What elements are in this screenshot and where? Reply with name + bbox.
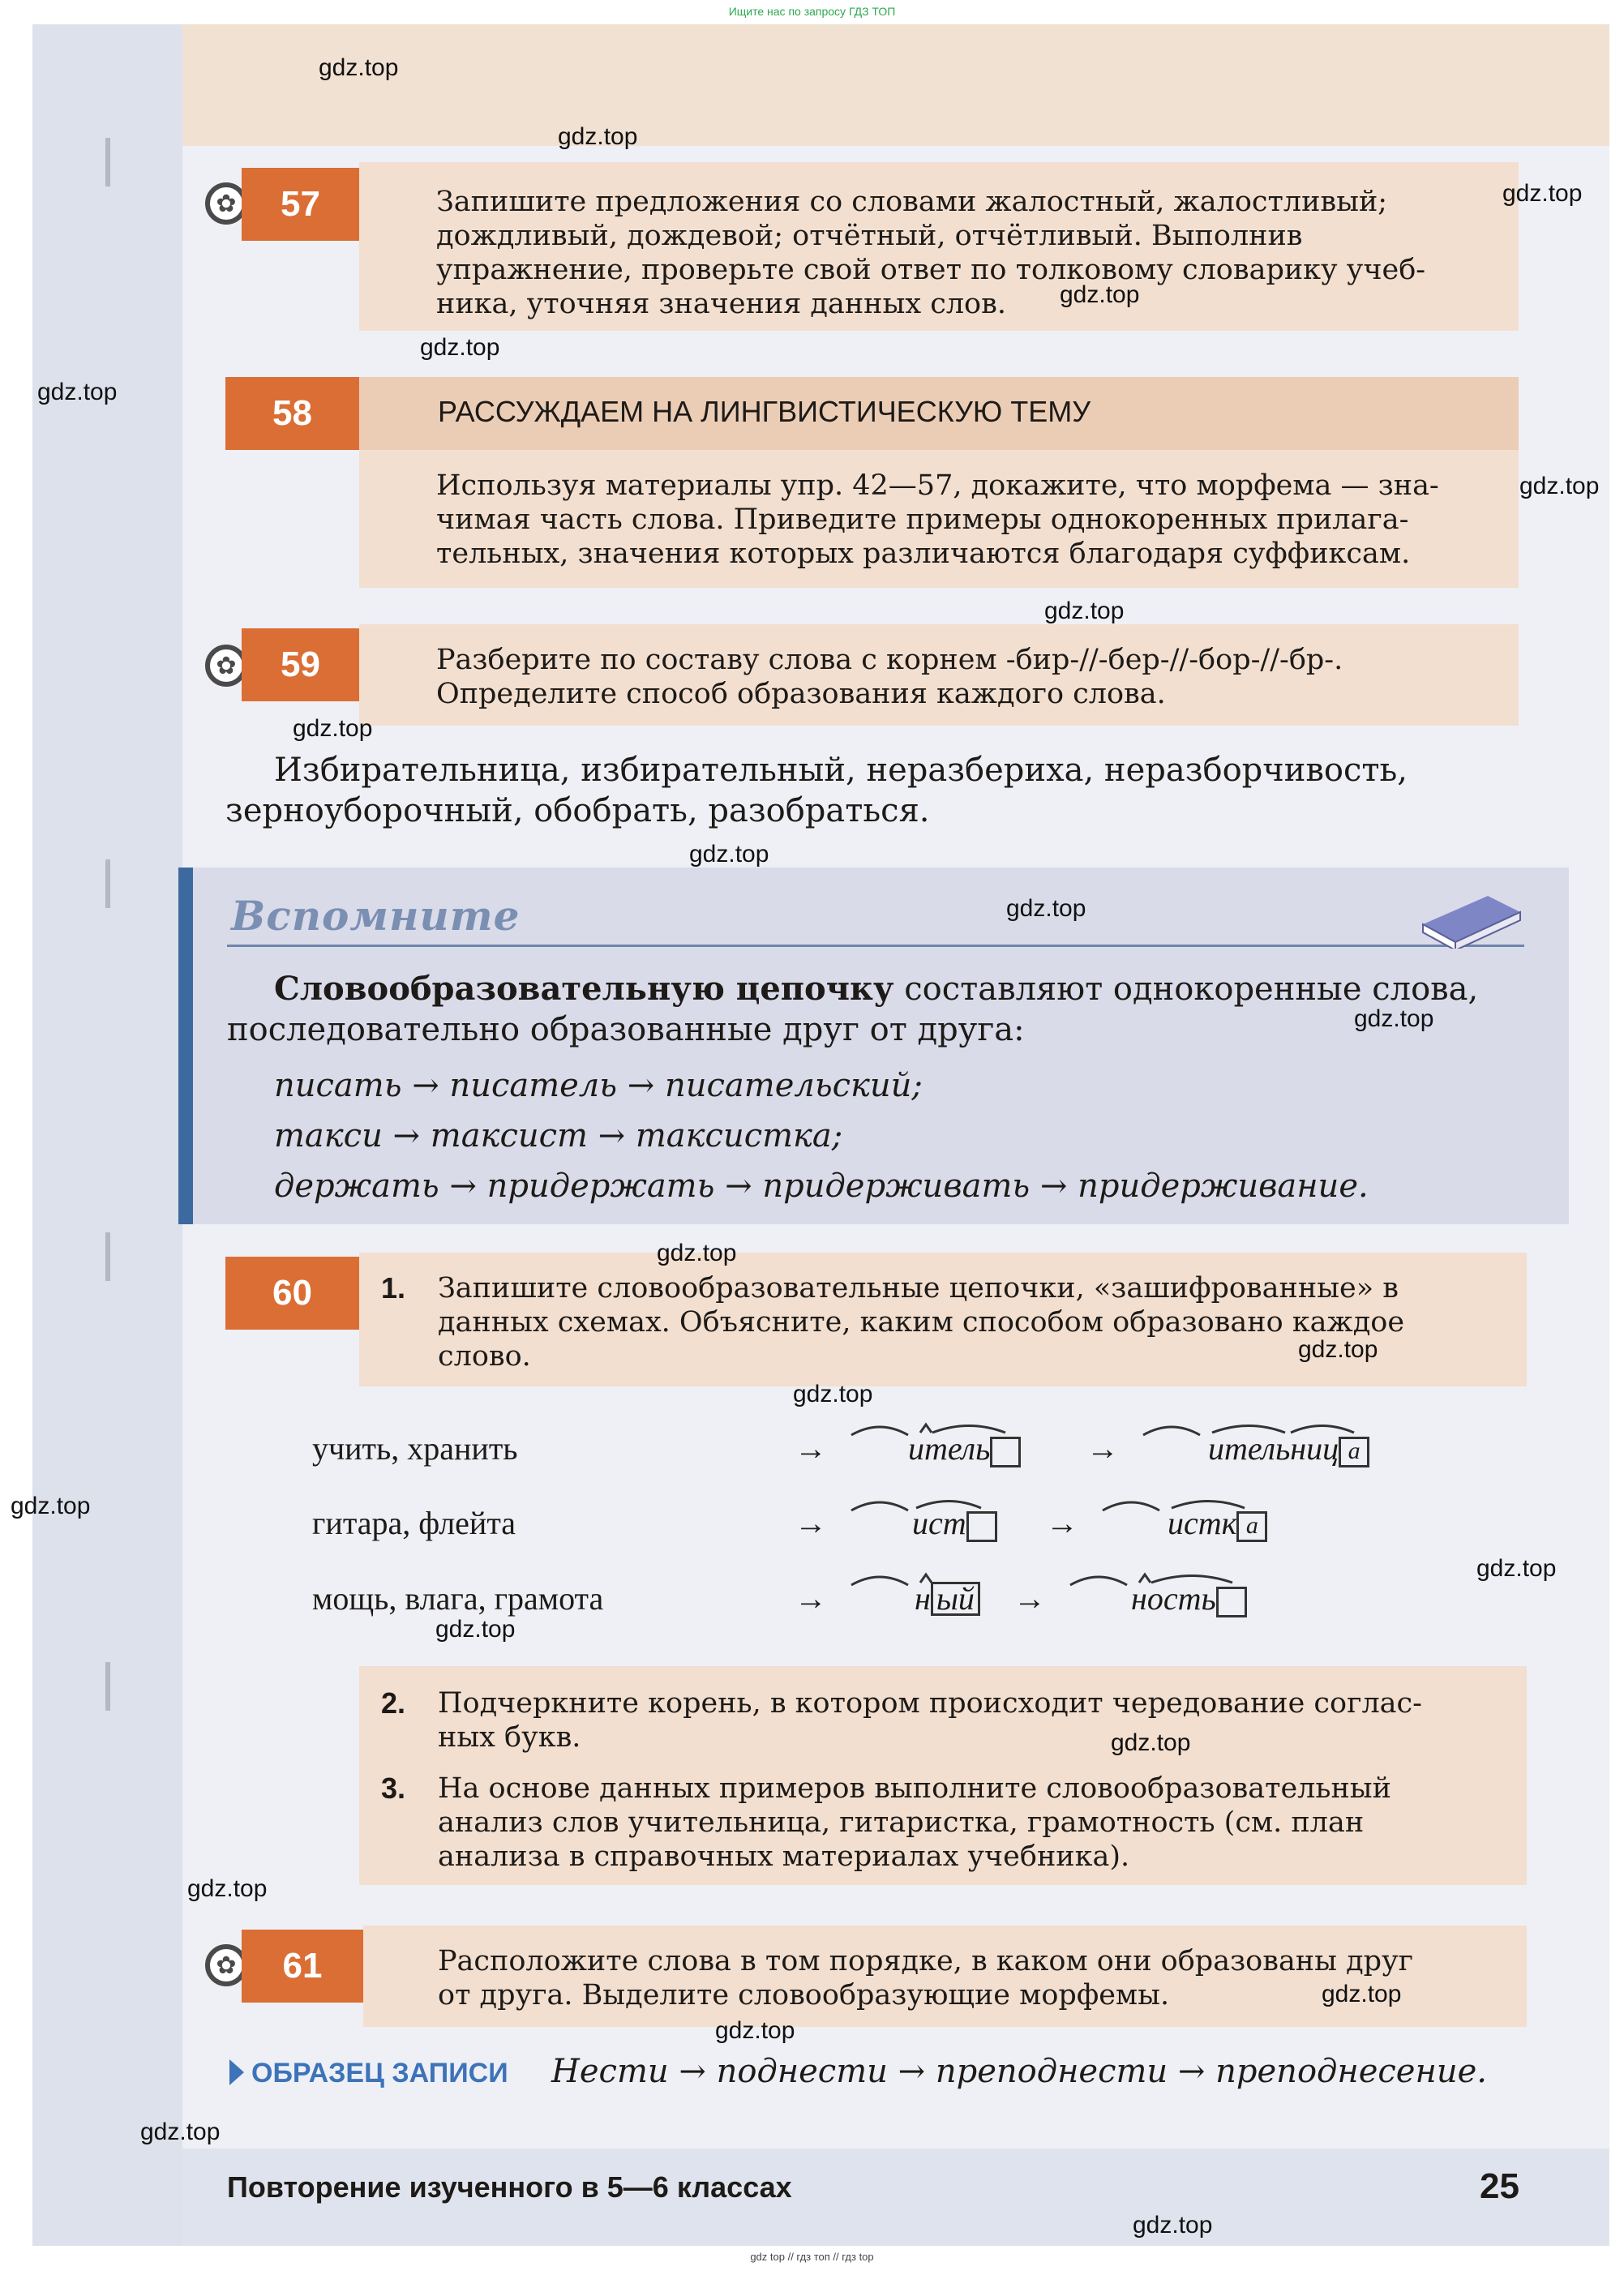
sample-label: ОБРАЗЕЦ ЗАПИСИ bbox=[251, 2058, 508, 2089]
watermark: gdz.top bbox=[187, 1875, 268, 1902]
task-number-61: 61 bbox=[242, 1930, 363, 2003]
watermark: gdz.top bbox=[1298, 1336, 1378, 1363]
watermark: gdz.top bbox=[319, 54, 399, 81]
suffix-text: ист bbox=[912, 1505, 966, 1541]
ending-box: а bbox=[1236, 1511, 1267, 1542]
task-number-60: 60 bbox=[225, 1257, 359, 1330]
task-line: упражнение, проверьте свой ответ по толковому словарику учеб- bbox=[436, 254, 1426, 286]
task-line: На основе данных примеров выполните словообразовательный bbox=[438, 1772, 1391, 1805]
watermark: gdz.top bbox=[1133, 2212, 1213, 2239]
remember-text bbox=[227, 969, 1524, 1050]
remember-divider bbox=[227, 945, 1524, 947]
scheme-words: учить, хранить bbox=[312, 1430, 518, 1467]
scheme-arrow: → bbox=[1086, 1430, 1119, 1467]
watermark: gdz.top bbox=[140, 2119, 221, 2145]
watermark: gdz.top bbox=[1476, 1555, 1557, 1582]
remember-term: Словообразовательную цепочку bbox=[274, 970, 894, 1008]
chain-line: такси → таксист → таксистка; bbox=[274, 1117, 843, 1155]
scheme-arrow: → bbox=[1046, 1505, 1078, 1541]
sample-text: Нести → поднести → преподнести → преподнесение. bbox=[551, 2053, 1487, 2090]
task-line: ных букв. bbox=[438, 1721, 581, 1754]
watermark: gdz.top bbox=[1111, 1729, 1191, 1756]
word-line: Избирательница, избирательный, неразбериха, неразборчивость, bbox=[274, 752, 1408, 789]
task-number-58: 58 bbox=[225, 377, 359, 450]
task-line: ника, уточняя значения данных слов. bbox=[436, 288, 1006, 320]
subtask-number: 2. bbox=[381, 1686, 406, 1720]
scheme-arcs bbox=[843, 1415, 1476, 1609]
task-number-57: 57 bbox=[242, 168, 359, 241]
watermark: gdz.top bbox=[689, 841, 769, 868]
chain-line: держать → придержать → придерживать → придерживание. bbox=[274, 1167, 1369, 1205]
scheme-arrow: → bbox=[795, 1580, 827, 1617]
watermark: gdz.top bbox=[435, 1616, 516, 1643]
task-line: тельных, значения которых различаются благодаря суффиксам. bbox=[436, 538, 1411, 570]
watermark: gdz.top bbox=[1006, 895, 1086, 922]
scheme-words: гитара, флейта bbox=[312, 1505, 516, 1541]
task-line: анализа в справочных материалах учебника). bbox=[438, 1840, 1130, 1873]
task-text-59 bbox=[436, 643, 1498, 711]
book-icon bbox=[1415, 876, 1528, 949]
star-icon: ✿ bbox=[205, 645, 247, 687]
task-line: Запишите предложения со словами жалостный, жалостливый; bbox=[436, 186, 1388, 218]
page-number: 25 bbox=[1480, 2166, 1519, 2206]
task-text-58 bbox=[436, 469, 1498, 571]
bottom-note[interactable]: gdz top // гдз топ // гдз top bbox=[750, 2251, 874, 2263]
watermark: gdz.top bbox=[1322, 1981, 1402, 2007]
word-line: зерноуборочный, обобрать, разобраться. bbox=[225, 792, 930, 829]
suffix-text: ительниц bbox=[1208, 1430, 1339, 1467]
remember-bar bbox=[178, 868, 193, 1224]
watermark: gdz.top bbox=[37, 379, 118, 405]
suffix-text: н bbox=[915, 1580, 931, 1617]
top-band bbox=[182, 24, 1609, 146]
task-line: чимая часть слова. Приведите примеры однокоренных прилага- bbox=[436, 503, 1409, 536]
watermark: gdz.top bbox=[1502, 180, 1583, 207]
suffix-text: ность bbox=[1131, 1580, 1216, 1617]
watermark: gdz.top bbox=[558, 123, 638, 150]
binding-stitch bbox=[105, 138, 110, 186]
subtask-number: 1. bbox=[381, 1271, 406, 1305]
watermark: gdz.top bbox=[657, 1240, 737, 1266]
footer-section: Повторение изученного в 5—6 классах bbox=[227, 2170, 792, 2204]
task-line: анализ слов учительница, гитаристка, грамотность (см. план bbox=[438, 1806, 1365, 1839]
top-note[interactable]: Ищите нас по запросу ГДЗ ТОП bbox=[728, 5, 896, 18]
watermark: gdz.top bbox=[1044, 598, 1125, 624]
watermark: gdz.top bbox=[1519, 473, 1600, 499]
watermark: gdz.top bbox=[420, 334, 500, 361]
task-line: дождливый, дождевой; отчётный, отчётливый. Выполнив bbox=[436, 220, 1303, 252]
ending-box: а bbox=[1339, 1437, 1369, 1467]
binding-strip bbox=[32, 24, 182, 2246]
watermark: gdz.top bbox=[715, 2017, 795, 2044]
task-line: Запишите словообразовательные цепочки, «зашифрованные» в bbox=[438, 1272, 1399, 1305]
task-line: от друга. Выделите словообразующие морфемы. bbox=[438, 1979, 1170, 2012]
star-icon: ✿ bbox=[205, 1944, 247, 1986]
watermark: gdz.top bbox=[293, 715, 373, 742]
binding-stitch bbox=[105, 859, 110, 908]
remember-title: Вспомните bbox=[231, 892, 521, 940]
remember-line: составляют однокоренные слова, bbox=[893, 970, 1479, 1008]
remember-line: последовательно образованные друг от друга: bbox=[227, 1011, 1025, 1048]
task-line: слово. bbox=[438, 1340, 531, 1373]
binding-stitch bbox=[105, 1662, 110, 1711]
task-heading-58: РАССУЖДАЕМ НА ЛИНГВИСТИЧЕСКУЮ ТЕМУ bbox=[438, 395, 1091, 428]
task-text-57 bbox=[436, 185, 1498, 321]
task-line: Используя материалы упр. 42—57, докажите, что морфема — зна- bbox=[436, 469, 1439, 502]
task-number-59: 59 bbox=[242, 628, 359, 701]
task-59-words bbox=[225, 750, 1523, 831]
chain-line: писать → писатель → писательский; bbox=[274, 1067, 923, 1104]
triangle-icon bbox=[229, 2059, 244, 2085]
binding-stitch bbox=[105, 1232, 110, 1281]
ending-box: ый bbox=[931, 1582, 980, 1616]
watermark: gdz.top bbox=[1354, 1005, 1434, 1032]
watermark: gdz.top bbox=[11, 1493, 91, 1519]
subtask-number: 3. bbox=[381, 1772, 406, 1805]
task-line: данных схемах. Объясните, каким способом образовано каждое bbox=[438, 1306, 1405, 1339]
scheme-arrow: → bbox=[795, 1430, 827, 1467]
task-line: Подчеркните корень, в котором происходит чередование соглас- bbox=[438, 1687, 1422, 1720]
task-line: Разберите по составу слова с корнем -бир-//-бер-//-бор-//-бр-. bbox=[436, 644, 1343, 676]
task-line: Определите способ образования каждого слова. bbox=[436, 678, 1166, 710]
scheme-arrow: → bbox=[1013, 1580, 1046, 1617]
task-text-60-3 bbox=[438, 1772, 1504, 1874]
task-text-60-2 bbox=[438, 1686, 1504, 1754]
scheme-words: мощь, влага, грамота bbox=[312, 1580, 604, 1617]
remember-chains bbox=[274, 1060, 1369, 1211]
suffix-text: истк bbox=[1168, 1505, 1237, 1541]
task-line: Расположите слова в том порядке, в каком они образованы друг bbox=[438, 1945, 1414, 1977]
watermark: gdz.top bbox=[793, 1381, 873, 1407]
star-icon: ✿ bbox=[205, 182, 247, 225]
suffix-text: итель bbox=[908, 1430, 991, 1467]
watermark: gdz.top bbox=[1060, 281, 1140, 308]
scheme-arrow: → bbox=[795, 1505, 827, 1541]
